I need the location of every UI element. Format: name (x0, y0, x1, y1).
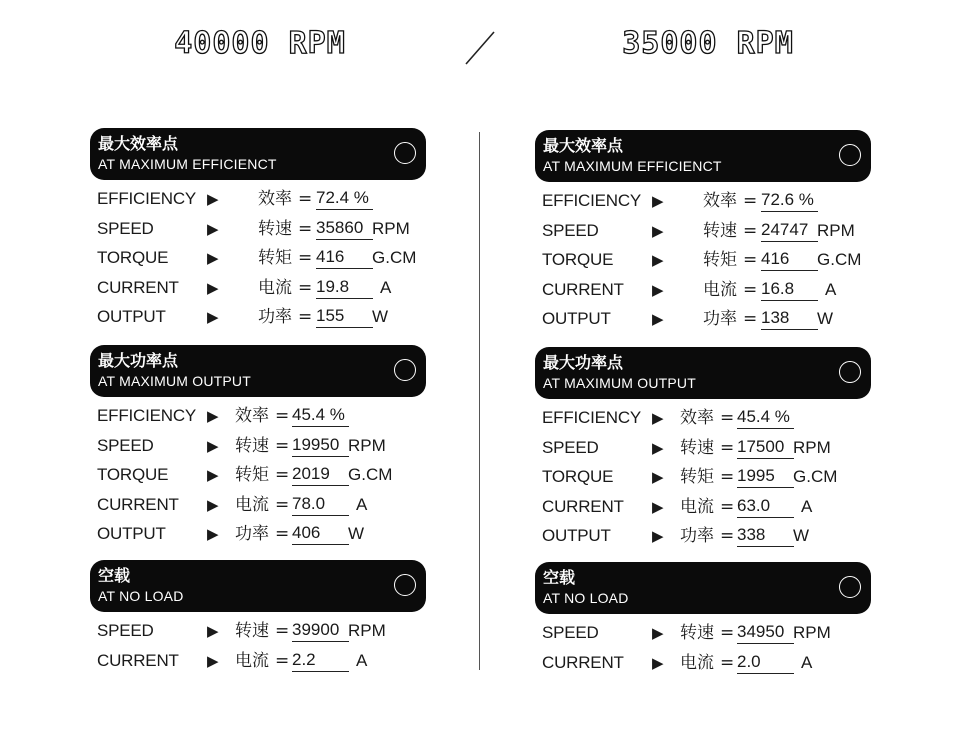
spec-label-cn: 效率 (258, 189, 292, 209)
spec-label: SPEED (542, 623, 599, 642)
play-arrow-icon: ▶ (207, 308, 219, 327)
spec-label-cn: 效率 (703, 191, 737, 211)
play-arrow-icon: ▶ (652, 280, 664, 299)
equals-sign: = (275, 435, 290, 456)
spec-value: 39900 (292, 619, 349, 642)
spec-label-cn: 功率 (235, 524, 269, 545)
spec-unit: RPM (348, 435, 386, 455)
spec-value: 2019 (292, 463, 349, 486)
spec-label: SPEED (542, 437, 599, 457)
equals-sign: = (275, 465, 290, 486)
spec-row (535, 435, 955, 461)
section-title-cn: 空载 (98, 566, 131, 585)
spec-row (90, 618, 510, 644)
spec-row (535, 277, 955, 303)
section-banner (535, 562, 871, 614)
equals-sign: = (720, 437, 735, 458)
spec-label: EFFICIENCY (542, 408, 642, 427)
spec-value: 19950 (292, 434, 349, 457)
spec-label: SPEED (542, 220, 599, 240)
equals-sign: = (743, 309, 758, 330)
spec-section (535, 347, 955, 547)
spec-label: EFFICIENCY (97, 406, 197, 425)
play-arrow-icon: ▶ (652, 527, 664, 546)
spec-unit: W (793, 526, 810, 546)
equals-sign: = (298, 218, 313, 239)
section-title-cn: 最大功率点 (98, 351, 179, 370)
spec-label: SPEED (97, 621, 154, 640)
equals-sign: = (720, 467, 735, 488)
spec-label-cn: 电流 (680, 496, 714, 517)
circle-icon (394, 574, 416, 596)
spec-unit: W (372, 307, 389, 327)
equals-sign: = (720, 623, 735, 643)
spec-label: TORQUE (542, 250, 614, 270)
spec-value: 63.0 (737, 495, 794, 518)
spec-row (90, 275, 510, 301)
spec-label-cn: 电流 (235, 650, 269, 671)
spec-unit: RPM (817, 220, 855, 240)
spec-value: 155 (316, 305, 373, 328)
spec-label-cn: 转矩 (680, 467, 714, 488)
spec-label: CURRENT (97, 650, 179, 670)
section-title-cn: 最大效率点 (543, 136, 624, 155)
spec-unit: A (801, 496, 813, 516)
spec-section (90, 345, 510, 545)
spec-unit: A (356, 494, 368, 514)
spec-label: CURRENT (542, 279, 624, 299)
spec-label-cn: 转矩 (235, 465, 269, 486)
equals-sign: = (743, 250, 758, 271)
play-arrow-icon: ▶ (652, 192, 664, 210)
section-title-en: AT MAXIMUM OUTPUT (543, 375, 696, 391)
spec-row (90, 216, 510, 242)
spec-row (535, 188, 955, 214)
spec-label-cn: 转速 (680, 437, 714, 458)
spec-unit: G.CM (372, 248, 417, 268)
spec-row (90, 433, 510, 459)
circle-icon (839, 144, 861, 166)
equals-sign: = (298, 307, 313, 328)
section-title-en: AT MAXIMUM OUTPUT (98, 373, 251, 389)
spec-label-cn: 转矩 (258, 248, 292, 269)
equals-sign: = (720, 652, 735, 673)
spec-unit: W (348, 524, 365, 544)
circle-icon (839, 361, 861, 383)
equals-sign: = (298, 277, 313, 298)
spec-label-cn: 效率 (680, 408, 714, 428)
spec-label: OUTPUT (542, 526, 611, 546)
spec-label: OUTPUT (542, 309, 611, 329)
spec-label-cn: 电流 (258, 277, 292, 298)
spec-label-cn: 电流 (703, 279, 737, 300)
spec-unit: RPM (372, 218, 410, 238)
spec-label-cn: 电流 (680, 652, 714, 673)
play-arrow-icon: ▶ (207, 466, 219, 485)
spec-label: TORQUE (542, 467, 614, 487)
equals-sign: = (743, 191, 758, 211)
section-banner (90, 128, 426, 180)
equals-sign: = (275, 494, 290, 515)
spec-label: TORQUE (97, 248, 169, 268)
spec-section (535, 562, 955, 673)
equals-sign: = (743, 279, 758, 300)
spec-unit: G.CM (793, 467, 838, 487)
spec-unit: A (380, 277, 392, 297)
title-35000-rpm: 35000 RPM (622, 26, 794, 61)
spec-value: 338 (737, 524, 794, 547)
equals-sign: = (720, 408, 735, 428)
spec-value: 45.4 % (737, 406, 794, 429)
spec-value: 416 (761, 248, 818, 271)
spec-unit: A (801, 652, 813, 672)
play-arrow-icon: ▶ (652, 624, 664, 642)
play-arrow-icon: ▶ (652, 497, 664, 516)
spec-row (90, 521, 510, 547)
section-banner (90, 345, 426, 397)
spec-label: CURRENT (542, 496, 624, 516)
spec-label-cn: 转矩 (703, 250, 737, 271)
play-arrow-icon: ▶ (652, 221, 664, 240)
equals-sign: = (275, 621, 290, 641)
circle-icon (839, 576, 861, 598)
spec-label: EFFICIENCY (97, 189, 197, 208)
spec-row (535, 620, 955, 646)
play-arrow-icon: ▶ (652, 409, 664, 427)
spec-label-cn: 转速 (703, 220, 737, 241)
section-title-en: AT MAXIMUM EFFICIENCT (543, 158, 722, 174)
play-arrow-icon: ▶ (207, 525, 219, 544)
spec-unit: RPM (793, 623, 831, 642)
section-title-cn: 最大效率点 (98, 134, 179, 153)
equals-sign: = (720, 526, 735, 547)
play-arrow-icon: ▶ (207, 278, 219, 297)
spec-label-cn: 电流 (235, 494, 269, 515)
spec-label: SPEED (97, 435, 154, 455)
equals-sign: = (275, 650, 290, 671)
spec-row (535, 247, 955, 273)
section-title-cn: 最大功率点 (543, 353, 624, 372)
spec-label: CURRENT (97, 494, 179, 514)
spec-label-cn: 功率 (703, 309, 737, 330)
spec-label: EFFICIENCY (542, 191, 642, 210)
spec-value: 406 (292, 522, 349, 545)
equals-sign: = (298, 248, 313, 269)
section-banner (535, 130, 871, 182)
spec-row (90, 648, 510, 674)
circle-icon (394, 359, 416, 381)
spec-value: 19.8 (316, 276, 373, 299)
spec-label-cn: 功率 (258, 307, 292, 328)
spec-value: 72.6 % (761, 189, 818, 212)
section-banner (90, 560, 426, 612)
spec-label-cn: 转速 (680, 623, 714, 643)
section-title-en: AT MAXIMUM EFFICIENCT (98, 156, 277, 172)
equals-sign: = (298, 189, 313, 209)
spec-value: 78.0 (292, 493, 349, 516)
spec-label: TORQUE (97, 465, 169, 485)
spec-section (90, 560, 510, 671)
spec-value: 1995 (737, 465, 794, 488)
spec-value: 2.2 (292, 649, 349, 672)
spec-value: 416 (316, 246, 373, 269)
spec-value: 72.4 % (316, 187, 373, 210)
spec-row (90, 186, 510, 212)
spec-label: OUTPUT (97, 307, 166, 327)
slash-separator-icon (462, 30, 498, 66)
spec-unit: A (356, 650, 368, 670)
play-arrow-icon: ▶ (207, 651, 219, 670)
spec-row (535, 650, 955, 676)
play-arrow-icon: ▶ (652, 251, 664, 270)
spec-value: 34950 (737, 621, 794, 644)
spec-row (535, 218, 955, 244)
spec-unit: A (825, 279, 837, 299)
spec-row (535, 405, 955, 431)
spec-section (90, 128, 510, 328)
spec-value: 138 (761, 307, 818, 330)
spec-label: OUTPUT (97, 524, 166, 544)
spec-label-cn: 效率 (235, 406, 269, 426)
play-arrow-icon: ▶ (652, 438, 664, 457)
section-banner (535, 347, 871, 399)
play-arrow-icon: ▶ (652, 468, 664, 487)
section-title-en: AT NO LOAD (543, 590, 629, 606)
spec-row (535, 464, 955, 490)
spec-unit: RPM (348, 621, 386, 640)
spec-unit: W (817, 309, 834, 329)
spec-row (90, 245, 510, 271)
play-arrow-icon: ▶ (207, 219, 219, 238)
play-arrow-icon: ▶ (652, 310, 664, 329)
title-40000-rpm: 40000 RPM (174, 26, 346, 61)
equals-sign: = (275, 524, 290, 545)
spec-value: 45.4 % (292, 404, 349, 427)
play-arrow-icon: ▶ (652, 653, 664, 672)
spec-value: 2.0 (737, 651, 794, 674)
spec-row (90, 403, 510, 429)
spec-value: 16.8 (761, 278, 818, 301)
play-arrow-icon: ▶ (207, 495, 219, 514)
spec-value: 17500 (737, 436, 794, 459)
play-arrow-icon: ▶ (207, 249, 219, 268)
spec-label-cn: 转速 (235, 435, 269, 456)
spec-value: 24747 (761, 219, 818, 242)
play-arrow-icon: ▶ (207, 407, 219, 425)
spec-section (535, 130, 955, 330)
equals-sign: = (275, 406, 290, 426)
spec-row (90, 462, 510, 488)
spec-label: CURRENT (97, 277, 179, 297)
spec-row (535, 494, 955, 520)
play-arrow-icon: ▶ (207, 190, 219, 208)
spec-row (90, 304, 510, 330)
spec-row (535, 523, 955, 549)
spec-unit: RPM (793, 437, 831, 457)
spec-row (535, 306, 955, 332)
circle-icon (394, 142, 416, 164)
spec-unit: G.CM (817, 250, 862, 270)
play-arrow-icon: ▶ (207, 436, 219, 455)
equals-sign: = (743, 220, 758, 241)
section-title-en: AT NO LOAD (98, 588, 184, 604)
spec-row (90, 492, 510, 518)
spec-value: 35860 (316, 217, 373, 240)
spec-label-cn: 转速 (235, 621, 269, 641)
spec-label-cn: 转速 (258, 218, 292, 239)
spec-unit: G.CM (348, 465, 393, 485)
section-title-cn: 空载 (543, 568, 576, 587)
spec-label-cn: 功率 (680, 526, 714, 547)
equals-sign: = (720, 496, 735, 517)
spec-label: SPEED (97, 218, 154, 238)
spec-label: CURRENT (542, 652, 624, 672)
play-arrow-icon: ▶ (207, 622, 219, 640)
